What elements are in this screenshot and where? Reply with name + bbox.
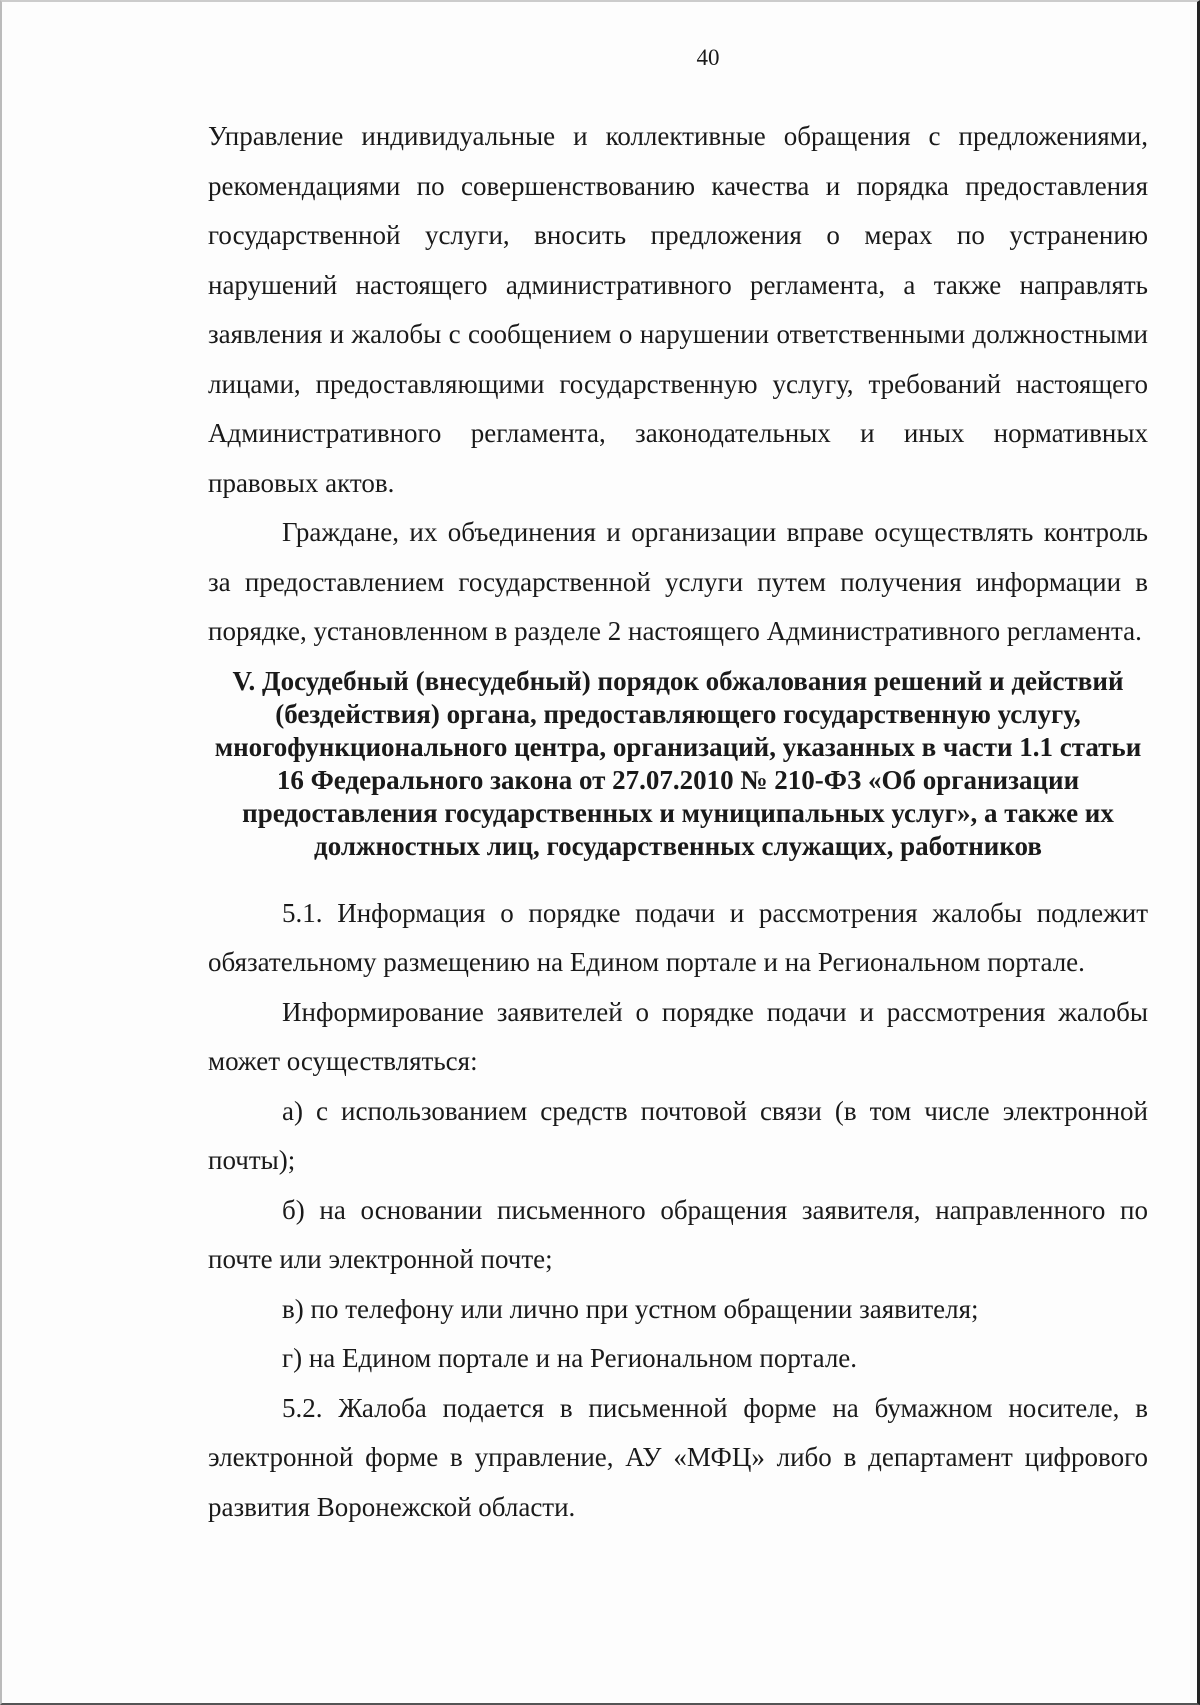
paragraph-5-2: 5.2. Жалоба подается в письменной форме на бумажном носителе, в электронной форме в управление, АУ «МФЦ» либо в департамент цифрового развития Воронежской области. xyxy=(208,1392,1148,1522)
section-title: V. Досудебный (внесудебный) порядок обжалования решений и действий (бездействия) органа, предоставляющего государственную услугу, многофункционального центра, организаций, указанных в части 1.1 статьи 16 Федерального закона от 27.07.2010 № 210-ФЗ «Об организации предоставления государственных и муниципальных услуг», а также их должностных лиц, государственных служащих, работников xyxy=(214,665,1142,861)
page-number: 40 xyxy=(696,45,720,70)
paragraph-5-1: 5.1. Информация о порядке подачи и рассмотрения жалобы подлежит обязательному размещению на Едином портале и на Региональном портале. xyxy=(208,897,1148,977)
paragraph-informing: Информирование заявителей о порядке подачи и рассмотрения жалобы может осуществляться: xyxy=(208,996,1148,1076)
document-body xyxy=(208,112,1148,1532)
paragraph-citizens-control: Граждане, их объединения и организации вправе осуществлять контроль за предоставлением государственной услуги путем получения информации в порядке, установленном в разделе 2 настоящего Административного регламента. xyxy=(208,517,1148,646)
paragraph-appeals: Управление индивидуальные и коллективные обращения с предложениями, рекомендациями по совершенствованию качества и порядка предоставления государственной услуги, вносить предложения о мерах по устранению нарушений настоящего административного регламента, а также направлять заявления и жалобы с сообщением о нарушении ответственными должностными лицами, предоставляющими государственную услугу, требований настоящего Административного регламента, законодательных и иных нормативных правовых актов. xyxy=(208,121,1148,498)
list-item-g: г) на Едином портале и на Региональном портале. xyxy=(282,1343,858,1373)
list-item-a: а) с использованием средств почтовой связи (в том числе электронной почты); xyxy=(208,1095,1148,1175)
list-item-v: в) по телефону или лично при устном обращении заявителя; xyxy=(282,1293,979,1324)
list-item-b: б) на основании письменного обращения заявителя, направленного по почте или электронной почте; xyxy=(208,1194,1148,1274)
section-spacer xyxy=(208,871,1148,889)
